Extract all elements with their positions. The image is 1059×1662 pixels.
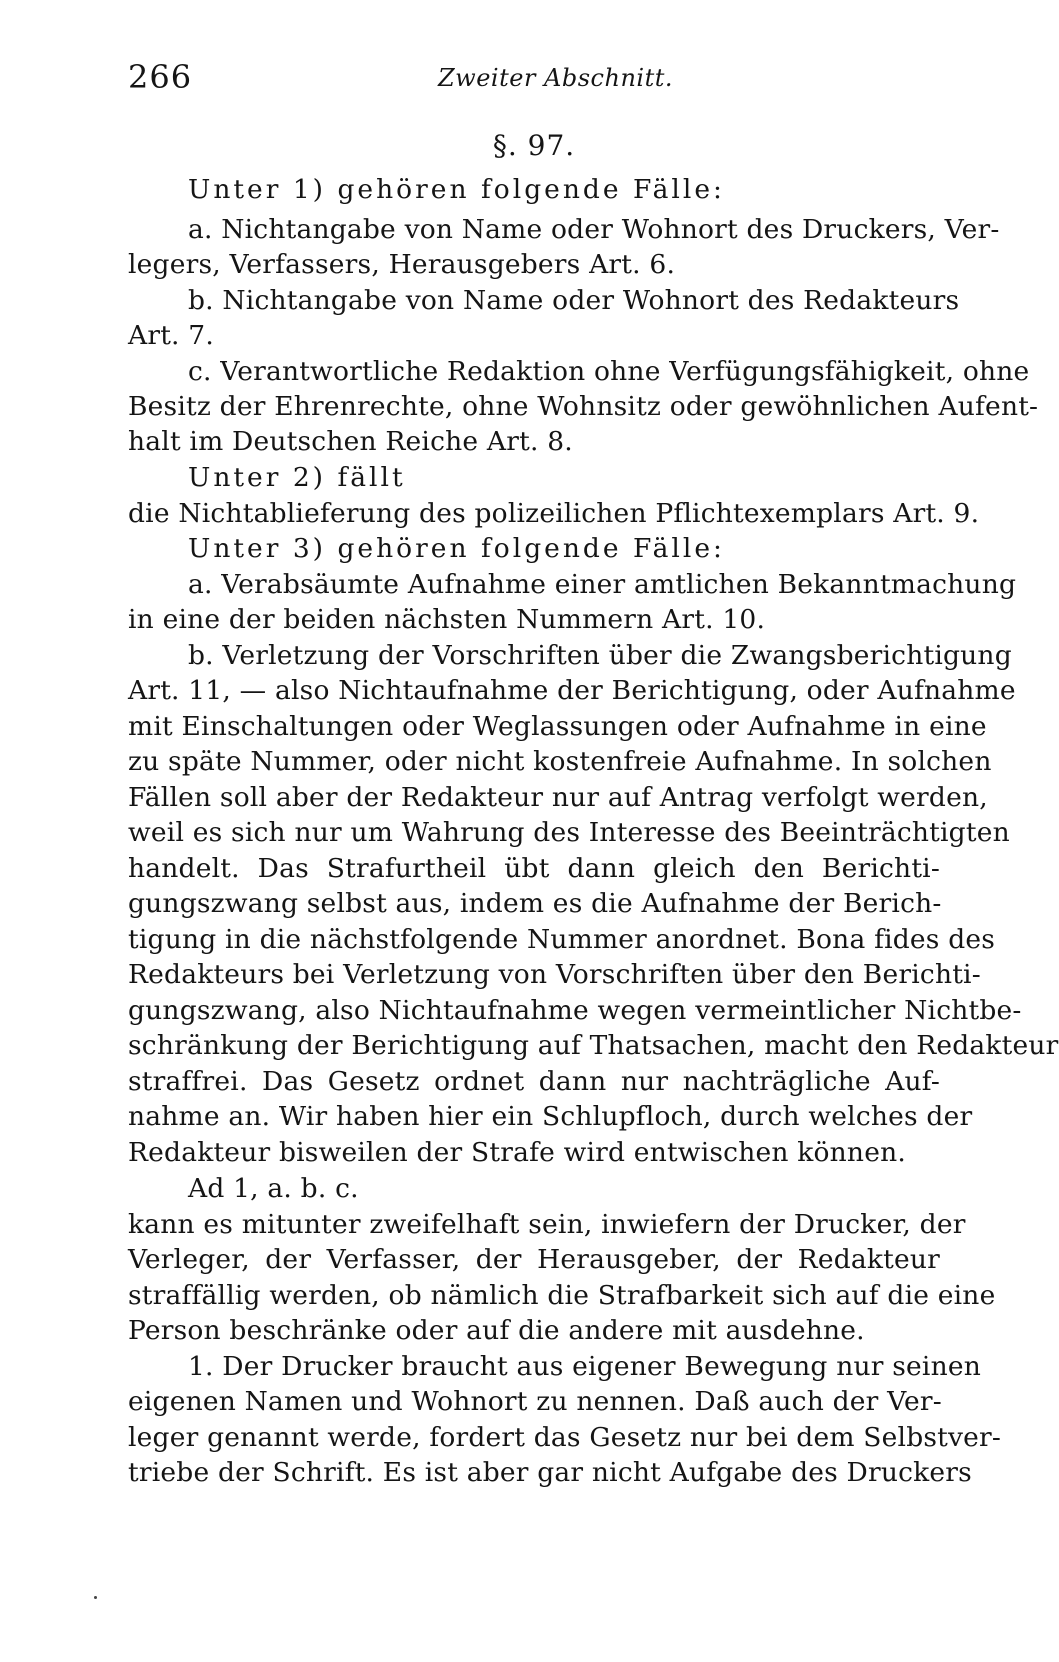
running-head: Zweiter Abschnitt.	[438, 64, 674, 92]
text-line: gungszwang, also Nichtaufnahme wegen vermeintlicher Nichtbe-	[128, 995, 1022, 1026]
text-line: gungszwang selbst aus, indem es die Aufnahme der Berich-	[128, 888, 942, 919]
text-line: halt im Deutschen Reiche Art. 8.	[128, 426, 573, 457]
text-line: weil es sich nur um Wahrung des Interesse des Beeinträchtigten	[128, 817, 1010, 848]
text-line: Besitz der Ehrenrechte, ohne Wohnsitz oder gewöhnlichen Aufent-	[128, 391, 1039, 422]
text-line: mit Einschaltungen oder Weglassungen oder Aufnahme in eine	[128, 711, 987, 742]
text-line: c. Verantwortliche Redaktion ohne Verfügungsfähigkeit, ohne	[188, 356, 1030, 387]
text-line: Art. 11, — also Nichtaufnahme der Berichtigung, oder Aufnahme	[128, 675, 1016, 706]
text-line: eigenen Namen und Wohnort zu nennen. Daß auch der Ver-	[128, 1386, 942, 1417]
text-line: Fällen soll aber der Redakteur nur auf Antrag verfolgt werden,	[128, 782, 988, 813]
text-line: Unter 2) fällt	[188, 462, 406, 493]
text-line: Unter 3) gehören folgende Fälle:	[188, 533, 725, 564]
text-line: Person beschränke oder auf die andere mit ausdehne.	[128, 1315, 865, 1346]
text-line: handelt. Das Strafurtheil übt dann gleich den Berichti-	[128, 853, 940, 884]
text-line: 1. Der Drucker braucht aus eigener Bewegung nur seinen	[188, 1351, 982, 1382]
section-heading: §. 97.	[492, 129, 576, 162]
text-line: Redakteur bisweilen der Strafe wird entwischen können.	[128, 1137, 906, 1168]
text-line: legers, Verfassers, Herausgebers Art. 6.	[128, 249, 676, 280]
text-line: Unter 1) gehören folgende Fälle:	[188, 174, 725, 205]
text-line: triebe der Schrift. Es ist aber gar nicht Aufgabe des Druckers	[128, 1457, 972, 1488]
text-line: nahme an. Wir haben hier ein Schlupfloch, durch welches der	[128, 1101, 973, 1132]
text-line: kann es mitunter zweifelhaft sein, inwiefern der Drucker, der	[128, 1209, 966, 1240]
text-line: straffrei. Das Gesetz ordnet dann nur nachträgliche Auf-	[128, 1066, 940, 1097]
text-line: Verleger, der Verfasser, der Herausgeber, der Redakteur	[128, 1244, 940, 1275]
text-line: b. Verletzung der Vorschriften über die Zwangsberichtigung	[188, 640, 1012, 671]
text-line: Redakteurs bei Verletzung von Vorschriften über den Berichti-	[128, 959, 981, 990]
text-line: b. Nichtangabe von Name oder Wohnort des Redakteurs	[188, 285, 960, 316]
page-number: 266	[128, 58, 193, 96]
text-line: schränkung der Berichtigung auf Thatsachen, macht den Redakteur	[128, 1030, 1059, 1061]
text-line: a. Verabsäumte Aufnahme einer amtlichen Bekanntmachung	[188, 569, 1017, 600]
text-line: leger genannt werde, fordert das Gesetz nur bei dem Selbstver-	[128, 1422, 1002, 1453]
text-line: a. Nichtangabe von Name oder Wohnort des Druckers, Ver-	[188, 214, 1000, 245]
ink-speck	[94, 1596, 97, 1599]
subheading: Ad 1, a. b. c.	[188, 1173, 359, 1204]
text-line: die Nichtablieferung des polizeilichen Pflichtexemplars Art. 9.	[128, 498, 980, 529]
text-line: straffällig werden, ob nämlich die Strafbarkeit sich auf die eine	[128, 1280, 996, 1311]
page-header	[128, 58, 898, 98]
text-line: Art. 7.	[128, 320, 214, 351]
text-line: tigung in die nächstfolgende Nummer anordnet. Bona fides des	[128, 924, 996, 955]
text-line: in eine der beiden nächsten Nummern Art. 10.	[128, 604, 766, 635]
text-line: zu späte Nummer, oder nicht kostenfreie Aufnahme. In solchen	[128, 746, 992, 777]
